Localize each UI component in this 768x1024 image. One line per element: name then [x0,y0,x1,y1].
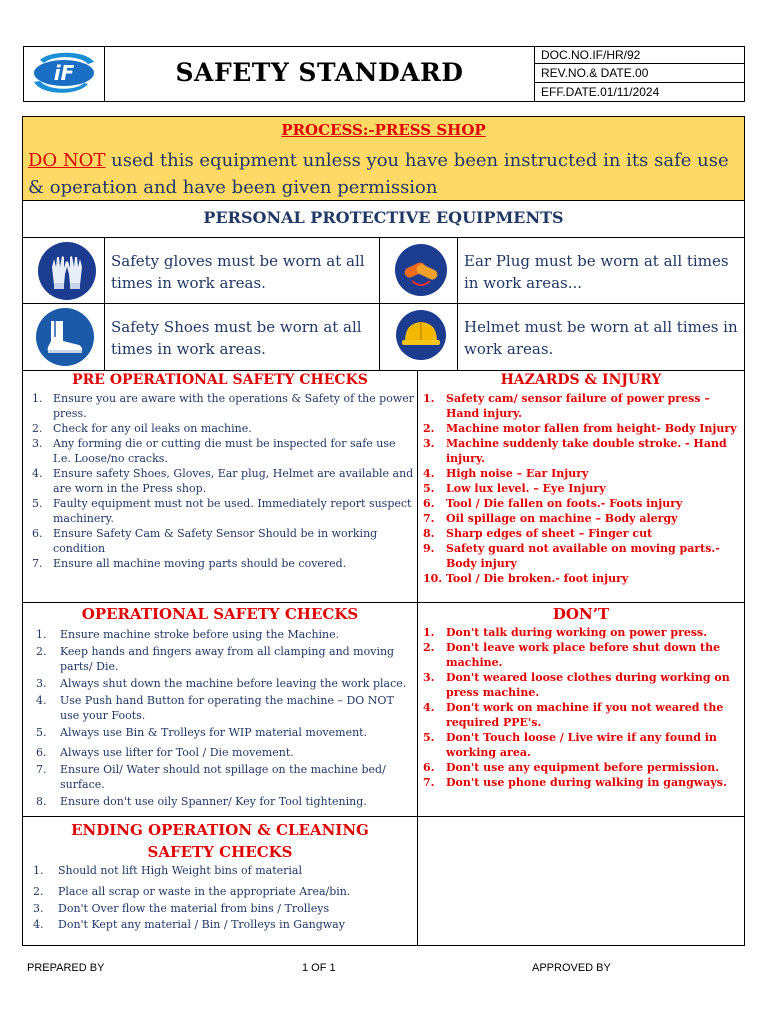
ppe-grid-h [23,303,744,304]
list-item: 5. Low lux level. – Eye Injury [423,482,606,495]
list-item: 8. Sharp edges of sheet – Finger cut [423,527,653,540]
list-item: 1. Don't talk during working on power press. [423,626,708,639]
list-item: 5. Don't Touch loose / Live wire if any found in working area. [423,731,717,759]
list-item: 4. Don't work on machine if you not weared the required PPE's. [423,701,724,729]
list-item: 3. Always shut down the machine before leaving the work place. [36,677,407,690]
list-item: 1. Should not lift High Weight bins of material [33,864,302,877]
doc-info-table [535,46,745,102]
hazards-list [423,391,739,586]
list-item: 3. Don't Over flow the material from bins / Trolleys [33,902,330,915]
prepared-by: PREPARED BY [27,962,105,974]
company-logo [30,50,98,96]
effective-date: EFF.DATE.01/11/2024 [541,85,660,99]
list-item: 4. Don't Kept any material / Bin / Trolleys in Gangway [33,918,345,931]
list-item: 8. Ensure don't use oily Spanner/ Key for Tool tightening. [36,795,367,808]
divider-process [23,200,744,201]
ppe-shoes-text: Safety Shoes must be worn at all times in work areas. [111,318,362,358]
list-item: 6. Don't use any equipment before permission. [423,761,720,774]
list-item: 1. Safety cam/ sensor failure of power press – Hand injury. [423,392,710,420]
list-item: 9. Safety guard not available on moving parts.- Body injury [423,542,720,570]
warning-text: used this equipment unless you have been instructed in its safe use & operation and have been given permission [28,150,729,198]
list-item: 4. Use Push hand Button for operating the machine – DO NOT use your Foots. [36,694,394,722]
ppe-title: PERSONAL PROTECTIVE EQUIPMENTS [203,208,564,227]
pre-op-list [32,391,414,571]
approved-by: APPROVED BY [532,962,611,974]
divider-ppe-bottom [23,370,744,371]
op-title: OPERATIONAL SAFETY CHECKS [81,605,359,623]
helmet-icon [395,309,447,361]
op-list [36,627,416,809]
list-item: 1. Ensure machine stroke before using the Machine. [36,628,340,641]
list-item: 2. Check for any oil leaks on machine. [32,422,252,435]
ending-title: ENDING OPERATION & CLEANING SAFETY CHECKS [71,821,369,861]
list-item: 7. Oil spillage on machine – Body alergy [423,512,678,525]
process-warning [28,147,740,201]
list-item: 2. Keep hands and fingers away from all clamping and moving parts/ Die. [36,645,395,673]
list-item: 3. Don't weared loose clothes during working on press machine. [423,671,730,699]
list-item: 5. Always use Bin & Trolleys for WIP material movement. [36,726,368,739]
gloves-icon [37,241,97,301]
column-divider [417,370,418,946]
safety-shoes-icon [35,307,95,367]
list-item: 4. Ensure safety Shoes, Gloves, Ear plug, Helmet are available and are worn in the Press shop. [32,467,414,495]
list-item: 5. Faulty equipment must not be used. Immediately report suspect machinery. [32,497,412,525]
list-item: 6. Ensure Safety Cam & Safety Sensor Should be in working condition [32,527,378,555]
list-item: 3. Machine suddenly take double stroke. - Hand injury. [423,437,727,465]
ppe-helmet-text: Helmet must be worn at all times in work areas. [464,318,738,358]
pre-op-title: PRE OPERATIONAL SAFETY CHECKS [72,372,368,388]
list-item: 1. Ensure you are aware with the operations & Safety of the power press. [32,392,415,420]
revision: REV.NO.& DATE.00 [535,64,745,83]
ear-plug-icon [394,243,448,297]
list-item: 7. Ensure Oil/ Water should not spillage on the machine bed/ surface. [36,763,386,791]
warning-emphasis: DO NOT [28,150,106,171]
list-item: 7. Ensure all machine moving parts should be covered. [32,557,347,570]
list-item: 4. High noise – Ear Injury [423,467,589,480]
list-item: 2. Place all scrap or waste in the appropriate Area/bin. [33,885,351,898]
hazards-title: HAZARDS & INJURY [500,372,662,388]
divider-ppe-title [23,237,744,238]
list-item: 6. Always use lifter for Tool / Die movement. [36,746,294,759]
process-title: PROCESS:-PRESS SHOP [281,121,486,139]
list-item: 2. Machine motor fallen from height- Body Injury [423,422,737,435]
list-item: 3. Any forming die or cutting die must be inspected for safe use I.e. Loose/no cracks. [32,437,396,465]
list-item: 2. Don't leave work place before shut down the machine. [423,641,721,669]
list-item: 6. Tool / Die fallen on foots.- Foots injury [423,497,683,510]
ppe-gloves-text: Safety gloves must be worn at all times in work areas. [111,252,365,292]
logo-text: iF [53,61,75,85]
ending-list [33,863,413,932]
doc-number: DOC.NO.IF/HR/92 [535,46,745,64]
dont-list [423,625,739,790]
divider-pre-op [23,602,744,603]
divider-op [23,816,744,817]
ppe-ear-plug-text: Ear Plug must be worn at all times in work areas... [464,252,729,292]
dont-title: DON’T [552,605,610,623]
list-item: 10. Tool / Die broken.- foot injury [423,572,629,585]
page-title: SAFETY STANDARD [175,58,464,87]
page-number: 1 OF 1 [302,962,336,974]
list-item: 7. Don't use phone during walking in gangways. [423,776,727,789]
